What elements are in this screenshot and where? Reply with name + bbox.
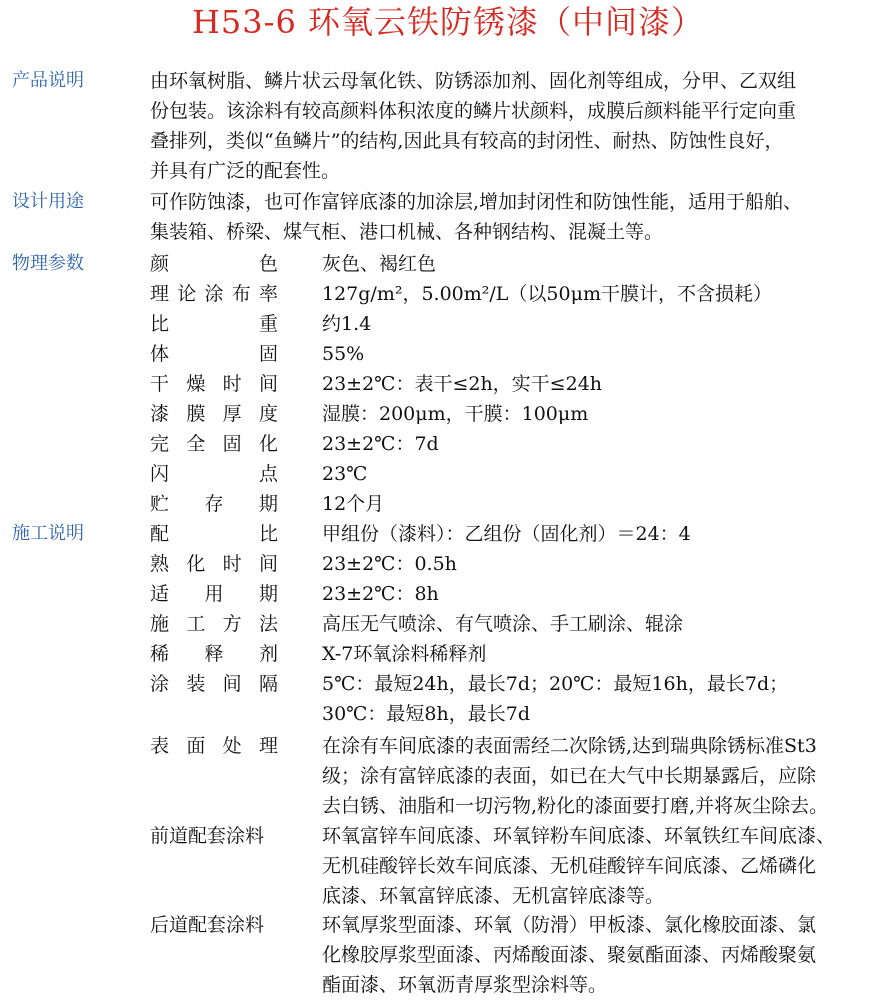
app-name-surface-prep: 表面处理 <box>150 735 278 757</box>
app-name-recoat-interval: 涂装间隔 <box>150 673 278 695</box>
text-line: 环氧厚浆型面漆、环氧（防滑）甲板漆、氯化橡胶面漆、氯 <box>322 914 817 936</box>
page-title: H53-6 环氧云铁防锈漆（中间漆） <box>192 3 704 41</box>
text-line: 30℃：最短8h，最长7d <box>322 703 531 725</box>
param-value-film-thickness: 湿膜：200μm，干膜：100μm <box>322 403 589 425</box>
app-value-thinner: X-7环氧涂料稀释剂 <box>322 643 487 665</box>
section-label-product-description: 产品说明 <box>12 70 84 91</box>
app-name-previous-coat: 前道配套涂料 <box>150 825 265 847</box>
param-name-flash-point: 闪点 <box>150 463 278 485</box>
param-name-drying-time: 干燥时间 <box>150 373 278 395</box>
param-name-full-cure: 完全固化 <box>150 433 278 455</box>
text-line: 可作防蚀漆，也可作富锌底漆的加涂层,增加封闭性和防蚀性能，适用于船舶、 <box>150 191 803 213</box>
section-label-physical-params: 物理参数 <box>12 253 84 274</box>
section-label-application: 施工说明 <box>12 523 84 544</box>
text-line: 叠排列，类似“鱼鳞片”的结构,因此具有较高的封闭性、耐热、防蚀性良好， <box>150 130 784 152</box>
text-line: 底漆、环氧富锌底漆、无机富锌底漆等。 <box>322 885 665 907</box>
product-description-text <box>150 66 886 186</box>
text-line: 在涂有车间底漆的表面需经二次除锈,达到瑞典除锈标准St3 <box>322 735 817 757</box>
text-line: 无机硅酸锌长效车间底漆、无机硅酸锌车间底漆、乙烯磷化 <box>322 855 817 877</box>
param-value-flash-point: 23℃ <box>322 463 368 485</box>
param-value-color: 灰色、褐红色 <box>322 253 437 275</box>
param-value-coverage: 127g/m²，5.00m²/L（以50μm干膜计，不含损耗） <box>322 283 772 305</box>
app-name-pot-life: 适用期 <box>150 583 278 605</box>
param-value-solids: 55% <box>322 343 365 365</box>
text-line: 环氧富锌车间底漆、环氧锌粉车间底漆、环氧铁红车间底漆、 <box>322 825 836 847</box>
text-line: 份包装。该涂料有较高颜料体积浓度的鳞片状颜料，成膜后颜料能平行定向重 <box>150 100 797 122</box>
app-value-mix-ratio: 甲组份（漆料）：乙组份（固化剂）＝24：4 <box>322 523 691 545</box>
app-value-method: 高压无气喷涂、有气喷涂、手工刷涂、辊涂 <box>322 613 684 635</box>
app-value-induction-time: 23±2℃：0.5h <box>322 553 457 575</box>
param-name-film-thickness: 漆膜厚度 <box>150 403 278 425</box>
text-line: 并具有广泛的配套性。 <box>150 160 341 182</box>
text-line: 去白锈、油脂和一切污物,粉化的漆面要打磨,并将灰尘除去。 <box>322 795 829 817</box>
param-name-storage: 贮存期 <box>150 493 278 515</box>
param-value-specific-gravity: 约1.4 <box>322 313 372 335</box>
app-name-induction-time: 熟化时间 <box>150 553 278 575</box>
param-value-drying-time: 23±2℃：表干≤2h，实干≤24h <box>322 373 603 395</box>
param-name-specific-gravity: 比重 <box>150 313 278 335</box>
text-line: 集装箱、桥梁、煤气柜、港口机械、各种钢结构、混凝土等。 <box>150 221 664 243</box>
design-use-text <box>150 187 886 247</box>
app-value-surface-prep <box>322 731 890 821</box>
app-name-next-coat: 后道配套涂料 <box>150 914 265 936</box>
app-name-method: 施工方法 <box>150 613 278 635</box>
section-label-design-use: 设计用途 <box>12 191 84 212</box>
app-value-recoat-interval <box>322 669 890 729</box>
param-value-full-cure: 23±2℃：7d <box>322 433 439 455</box>
app-value-next-coat <box>322 910 890 1000</box>
text-line: 化橡胶厚浆型面漆、丙烯酸面漆、聚氨酯面漆、丙烯酸聚氨 <box>322 944 817 966</box>
text-line: 级；涂有富锌底漆的表面，如已在大气中长期暴露后，应除 <box>322 765 817 787</box>
text-line: 由环氧树脂、鳞片状云母氧化铁、防锈添加剂、固化剂等组成，分甲、乙双组 <box>150 70 797 92</box>
app-name-thinner: 稀释剂 <box>150 643 278 665</box>
param-name-coverage: 理论涂布率 <box>150 283 278 305</box>
text-line: 酯面漆、环氧沥青厚浆型涂料等。 <box>322 974 608 996</box>
param-name-solids: 体固 <box>150 343 278 365</box>
param-value-storage: 12个月 <box>322 493 385 515</box>
param-name-color: 颜色 <box>150 253 278 275</box>
app-name-mix-ratio: 配比 <box>150 523 278 545</box>
text-line: 5℃：最短24h，最长7d；20℃：最短16h，最长7d； <box>322 673 789 695</box>
app-value-pot-life: 23±2℃：8h <box>322 583 439 605</box>
app-value-previous-coat <box>322 821 890 911</box>
